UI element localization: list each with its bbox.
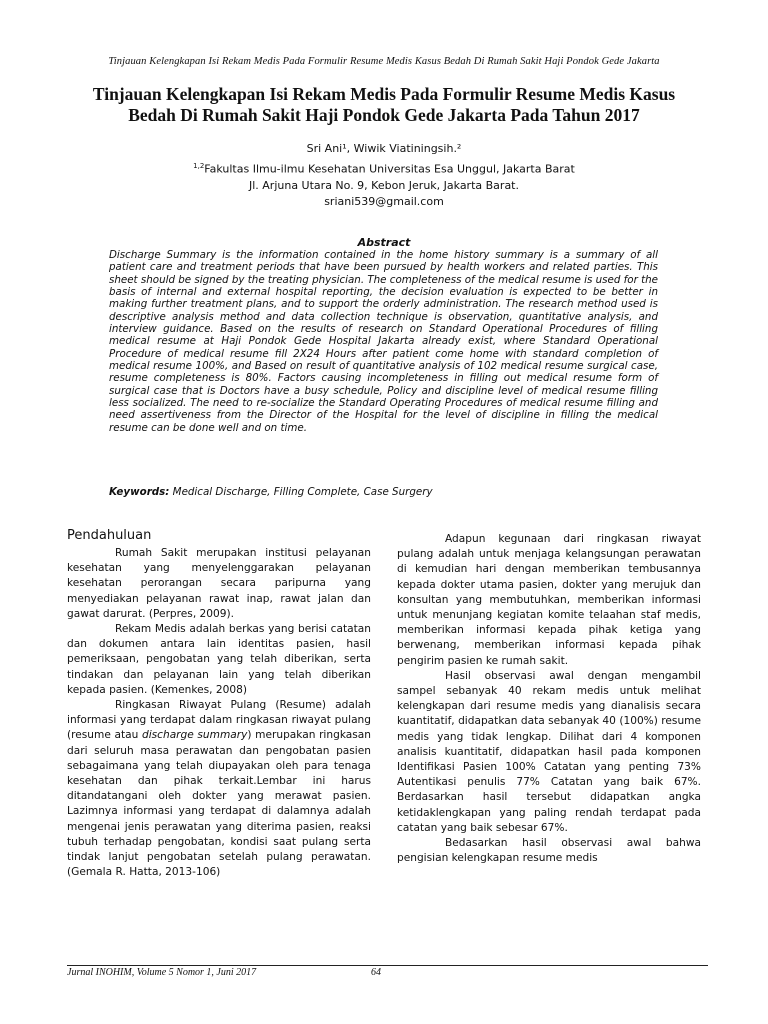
paragraph: Adapun kegunaan dari ringkasan riwayat pulang adalah untuk menjaga kelangsungan perawatan di kemudian hari dengan memberikan tembusannya kepada dokter utama pasien, dokter yang merujuk dan konsultan yang membutuhkan, memberikan informasi untuk menunjang kegiatan komite telaahan staf medis, memberikan informasi kepada pihak ketiga yang berwenang, memberikan informasi kepada pihak pengirim pasien ke rumah sakit.	[397, 533, 701, 667]
affiliation-text: Fakultas Ilmu-ilmu Kesehatan Universitas Esa Unggul, Jakarta Barat	[204, 162, 575, 176]
email: sriani539@gmail.com	[324, 195, 444, 209]
paragraph: Rekam Medis adalah berkas yang berisi catatan dan dokumen antara lain identitas pasien, hasil pemeriksaan, pengobatan yang telah diberikan, serta tindakan dan pelayanan lain yang telah diberikan kepada pasien. (Kemenkes, 2008)	[67, 623, 371, 696]
paragraph: Hasil observasi awal dengan mengambil sampel sebanyak 40 rekam medis untuk melihat kelengkapan dari resume medis yang dianalisis secara kuantitatif, didapatkan data sebanyak 40 (100%) resume medis yang tidak lengkap. Dilihat dari 4 komponen analisis kuantitatif, didapatkan hasil pada komponen Identifikasi Pasien 100% Catatan yang penting 73% Autentikasi penulis 77% Catatan yang baik 67%. Berdasarkan hasil tersebut didapatkan angka ketidaklengkapan yang paling rendah terdapat pada catatan yang baik sebesar 67%.	[397, 669, 701, 834]
section-heading-pendahuluan: Pendahuluan	[67, 528, 152, 543]
footer	[67, 967, 381, 978]
paragraph-text: Ringkasan Riwayat Pulang (Resume) adalah informasi yang terdapat dalam ringkasan riwayat pulang (resume atau	[67, 699, 371, 742]
paragraph-text: ) merupakan ringkasan dari seluruh masa perawatan dan pengobatan pasien sebagaimana yang telah diupayakan oleh para tenaga kesehatan dan pihak terkait.Lembar ini harus ditandatangani oleh dokter yang merawat pasien. Lazimnya informasi yang terdapat di dalamnya adalah mengenai jenis perawatan yang diterima pasien, reaksi tubuh terhadap pengobatan, kondisi saat pulang serta tindak lanjut pengobatan setelah pulang perawatan. (Gemala R. Hatta, 2013-106)	[67, 729, 371, 879]
footer-divider	[67, 965, 708, 966]
italic-term: discharge summary	[141, 729, 248, 742]
paper-title: Tinjauan Kelengkapan Isi Rekam Medis Pada Formulir Resume Medis Kasus Bedah Di Rumah Sakit Haji Pondok Gede Jakarta Pada Tahun 2017	[92, 84, 676, 125]
running-head: Tinjauan Kelengkapan Isi Rekam Medis Pada Formulir Resume Medis Kasus Bedah Di Rumah Sakit Haji Pondok Gede Jakarta	[108, 56, 660, 67]
left-column	[67, 528, 371, 880]
right-column	[397, 532, 701, 866]
abstract-body: Discharge Summary is the information contained in the home history summary is a summary of all patient care and treatment periods that have been pursued by health workers and related parties. This sheet should be signed by the treating physician. The completeness of the medical resume is used for the basis of internal and external hospital reporting, the decision evaluation is expected to be better in making further treatment plans, and to support the orderly administration. The research method used is descriptive analysis method and data collection technique is observation, quantitative analysis, and interview guidance. Based on the results of research on Standard Operational Procedures of filling medical resume at Haji Pondok Gede Hospital Jakarta already exist, where Standard Operational Procedure of medical resume fill 2X24 Hours after patient come home with standard completion of medical resume 100%, and Based on result of quantitative analysis of 102 medical resume surgical case, resume completeness is 80%. Factors causing incompleteness in filling out medical resume form of surgical case that is Doctors have a busy schedule, Policy and discipline level of medical resume filling less socialized. The need to re-socialize the Standard Operating Procedures of medical resume filling and need assertiveness from the Director of the Hospital for the level of discipline in filling the medical resume can be done well and on time.	[109, 249, 658, 434]
affiliation-superscript: 1,2	[193, 161, 205, 170]
paragraph: Rumah Sakit merupakan institusi pelayanan kesehatan yang menyelenggarakan pelayanan kesehatan perorangan secara paripurna yang menyediakan pelayanan rawat inap, rawat jalan dan gawat darurat. (Perpres, 2009).	[67, 547, 371, 620]
author-names: Sri Ani¹, Wiwik Viatiningsih.²	[306, 142, 462, 155]
journal-citation: Jurnal INOHIM, Volume 5 Nomor 1, Juni 2017	[67, 967, 257, 978]
address: Jl. Arjuna Utara No. 9, Kebon Jeruk, Jakarta Barat.	[248, 178, 519, 192]
paragraph	[67, 698, 371, 880]
paragraph: Bedasarkan hasil observasi awal bahwa pengisian kelengkapan resume medis	[397, 837, 701, 865]
affiliation	[80, 158, 688, 178]
keywords	[109, 486, 658, 498]
keywords-text: Medical Discharge, Filling Complete, Case Surgery	[169, 486, 433, 498]
keywords-label: Keywords:	[109, 486, 170, 498]
author-block	[80, 141, 688, 211]
page-number: 64	[371, 967, 381, 978]
abstract-heading: Abstract	[357, 236, 411, 249]
